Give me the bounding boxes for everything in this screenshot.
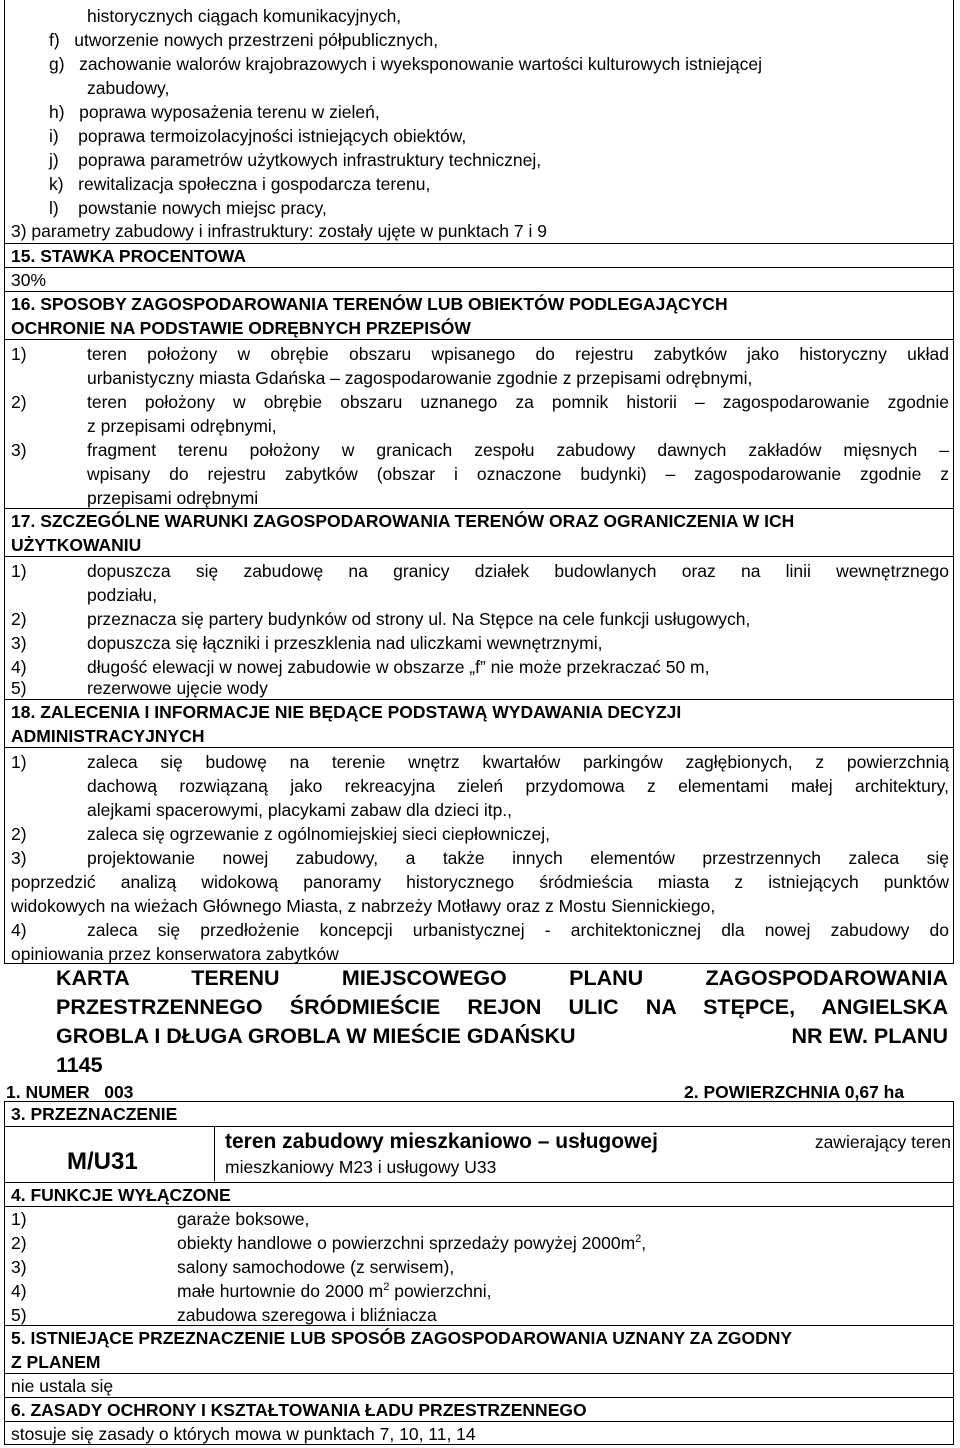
section-18-list (5, 747, 953, 964)
list-item-line: widokowych na wieżach Głównego Miasta, z nabrzeży Motławy oraz z Mostu Siennickiego, (11, 896, 716, 916)
params-line: 3) parametry zabudowy i infrastruktury: zostały ujęte w punktach 7 i 9 (11, 221, 547, 241)
list-item-line: teren położony w obrębie obszaru uznanego za pomnik historii – zagospodarowanie zgodnie (87, 392, 949, 412)
list-item-line: projektowanie nowej zabudowy, a także innych elementów przestrzennych zaleca się (87, 848, 949, 868)
item-number: 1) (11, 752, 27, 772)
section-16-list (5, 339, 953, 508)
list-line: j) poprawa parametrów użytkowych infrastruktury technicznej, (49, 150, 542, 170)
list-item-line: wpisany do rejestru zabytków (obszar i oznaczone budynki) – zagospodarowanie zgodnie z (87, 464, 949, 484)
section-5-heading-row (5, 1325, 953, 1373)
section-17-heading-line: 17. SZCZEGÓLNE WARUNKI ZAGOSPODAROWANIA TERENÓW ORAZ OGRANICZENIA W ICH (11, 511, 795, 531)
item-number: 2) (11, 609, 27, 629)
section-6-value-row (5, 1421, 953, 1445)
list-item-line: małe hurtownie do 2000 $m^2$ powierzchni, (177, 1281, 492, 1301)
item-number: 5) (11, 678, 27, 698)
item-number: 1) (11, 344, 27, 364)
section-16-heading-line: OCHRONIE NA PODSTAWIE ODRĘBNYCH PRZEPISÓW (11, 318, 471, 338)
item-number: 3) (11, 848, 27, 868)
list-item-line: zaleca się przedłożenie koncepcji urbanistycznej - architektonicznej dla nowej zabudowy do (87, 920, 949, 940)
list-item-line: długość elewacji w nowej zabudowie w obszarze „f” nie może przekraczać 50 m, (87, 657, 710, 677)
section-6-value: stosuje się zasady o których mowa w punktach 7, 10, 11, 14 (11, 1424, 476, 1444)
section-6-heading-row (5, 1397, 953, 1421)
description-bold: teren zabudowy mieszkaniowo – usługowej (225, 1130, 658, 1153)
section-17-list (5, 556, 953, 699)
section-15-value: 30% (11, 270, 47, 290)
powierzchnia: 2. POWIERZCHNIA 0,67 ha (684, 1082, 905, 1102)
przeznaczenie-row (5, 1126, 953, 1182)
item-number: 4) (11, 657, 27, 677)
params-row (5, 219, 953, 243)
list-item-line: przepisami odrębnymi (87, 488, 259, 508)
list-item-line: garaże boksowe, (177, 1209, 310, 1229)
section-15-heading-row (5, 243, 953, 267)
symbol: M/U31 (67, 1148, 138, 1175)
list-item-line: obiekty handlowe o powierzchni sprzedaży powyżej $2000m^2$, (177, 1233, 647, 1253)
list-item-line: poprzedzić analizą widokową panoramy historycznego śródmieścia miasta z istniejących punktów (11, 872, 949, 892)
section-4-heading-row (5, 1182, 953, 1206)
list-item-line: opiniowania przez konserwatora zabytków (11, 944, 339, 964)
section-4-list (5, 1206, 953, 1325)
section-15-value-row (5, 267, 953, 291)
list-line: l) powstanie nowych miejsc pracy, (49, 198, 327, 218)
section-5-heading-line: Z PLANEM (11, 1352, 101, 1372)
list-line: historycznych ciągach komunikacyjnych, (87, 6, 402, 26)
list-item-line: urbanistyczny miasta Gdańska – zagospodarowanie zgodnie z przepisami odrębnymi, (87, 368, 753, 388)
section-5-value: nie ustala się (11, 1376, 114, 1396)
description-cell (215, 1127, 953, 1181)
list-line: g) zachowanie walorów krajobrazowych i wyeksponowanie wartości kulturowych istniejącej (49, 54, 762, 74)
section-18-heading-line: ADMINISTRACYJNYCH (11, 726, 205, 746)
list-item-line: przeznacza się partery budynków od strony ul. Na Stępce na cele funkcji usługowych, (87, 609, 751, 629)
list-line: f) utworzenie nowych przestrzeni półpublicznych, (49, 30, 439, 50)
section-5-value-row (5, 1373, 953, 1397)
description-line (225, 1127, 951, 1157)
section-18-heading-row (5, 699, 953, 747)
item-number: 4) (11, 920, 27, 940)
item-number: 2) (11, 392, 27, 412)
section-16-heading-line: 16. SPOSOBY ZAGOSPODAROWANIA TERENÓW LUB OBIEKTÓW PODLEGAJĄCYCH (11, 294, 728, 314)
karta-title-line: KARTA TERENU MIEJSCOWEGO PLANU ZAGOSPODAROWANIA (56, 966, 948, 990)
list-item-line: teren położony w obrębie obszaru wpisanego do rejestru zabytków jako historyczny układ (87, 344, 949, 364)
section-17-heading-row (5, 508, 953, 556)
item-number: 2) (11, 824, 27, 844)
list-line: k) rewitalizacja społeczna i gospodarcza terenu, (49, 174, 431, 194)
plan-number-label: NR EW. PLANU (791, 1024, 948, 1048)
list-item-line: zaleca się ogrzewanie z ogólnomiejskiej sieci ciepłowniczej, (87, 824, 550, 844)
list-item-line: dopuszcza się łączniki i przeszklenia nad uliczkami wewnętrznymi, (87, 633, 603, 653)
description-line-2: mieszkaniowy M23 i usługowy U33 (225, 1157, 497, 1177)
section-15-heading: 15. STAWKA PROCENTOWA (11, 246, 246, 266)
list-item-line: z przepisami odrębnymi, (87, 416, 277, 436)
list-item-line: dopuszcza się zabudowę na granicy działek budowlanych oraz na linii wewnętrznego (87, 561, 949, 581)
section-4-heading: 4. FUNKCJE WYŁĄCZONE (11, 1185, 231, 1205)
list-item-line: zaleca się budowę na terenie wnętrz kwartałów parkingów zagłębionych, z powierzchnią (87, 752, 949, 772)
list-line: h) poprawa wyposażenia terenu w zieleń, (49, 102, 380, 122)
item-number: 3) (11, 440, 27, 460)
item-number: 4) (11, 1281, 27, 1301)
karta-title-line: PRZESTRZENNEGO ŚRÓDMIEŚCIE REJON ULIC NA STĘPCE, ANGIELSKA (56, 995, 948, 1019)
symbol-cell (5, 1127, 215, 1181)
karta-title (56, 964, 948, 1076)
section-16-heading-row (5, 291, 953, 339)
section-18-heading-line: 18. ZALECENIA I INFORMACJE NIE BĘDĄCE PODSTAWĄ WYDAWANIA DECYZJI (11, 702, 682, 722)
plan-number: 1145 (56, 1053, 103, 1077)
section-17-heading-line: UŻYTKOWANIU (11, 535, 142, 555)
przeznaczenie-label: 3. PRZEZNACZENIE (11, 1104, 178, 1124)
list-item-line: dachową rozwiązaną jako rekreacyjna zieleń przydomowa z elementami małej architektury, (87, 776, 949, 796)
item-number: 1) (11, 1209, 27, 1229)
item-number: 2) (11, 1233, 27, 1253)
item-number: 1) (11, 561, 27, 581)
karta-table (4, 1101, 954, 1445)
list-item-line: zabudowa szeregowa i bliźniacza (177, 1305, 437, 1325)
list-item-line: fragment terenu położony w granicach zespołu zabudowy dawnych zakładów mięsnych – (87, 440, 949, 460)
karta-title-line: GROBLA I DŁUGA GROBLA W MIEŚCIE GDAŃSKU (56, 1024, 576, 1048)
section-14-list (5, 0, 953, 219)
item-number: 3) (11, 1257, 27, 1277)
description-rest: zawierający teren (814, 1132, 951, 1152)
section-6-heading: 6. ZASADY OCHRONY I KSZTAŁTOWANIA ŁADU PRZESTRZENNEGO (11, 1400, 587, 1420)
section-5-heading-line: 5. ISTNIEJĄCE PRZEZNACZENIE LUB SPOSÓB ZAGOSPODAROWANIA UZNANY ZA ZGODNY (11, 1328, 793, 1348)
list-line: i) poprawa termoizolacyjności istniejących obiektów, (49, 126, 467, 146)
list-item-line: salony samochodowe (z serwisem), (177, 1257, 455, 1277)
item-number: 3) (11, 633, 27, 653)
numer: 1. NUMER 003 (6, 1082, 134, 1102)
list-line: zabudowy, (87, 78, 170, 98)
list-item-line: alejkami spacerowymi, placykami zabaw dla dzieci itp., (87, 800, 513, 820)
list-item-line: rezerwowe ujęcie wody (87, 678, 268, 698)
list-item-line: podziału, (87, 585, 158, 605)
plan-card-continued (4, 0, 954, 964)
przeznaczenie-label-row (5, 1102, 953, 1126)
item-number: 5) (11, 1305, 27, 1325)
